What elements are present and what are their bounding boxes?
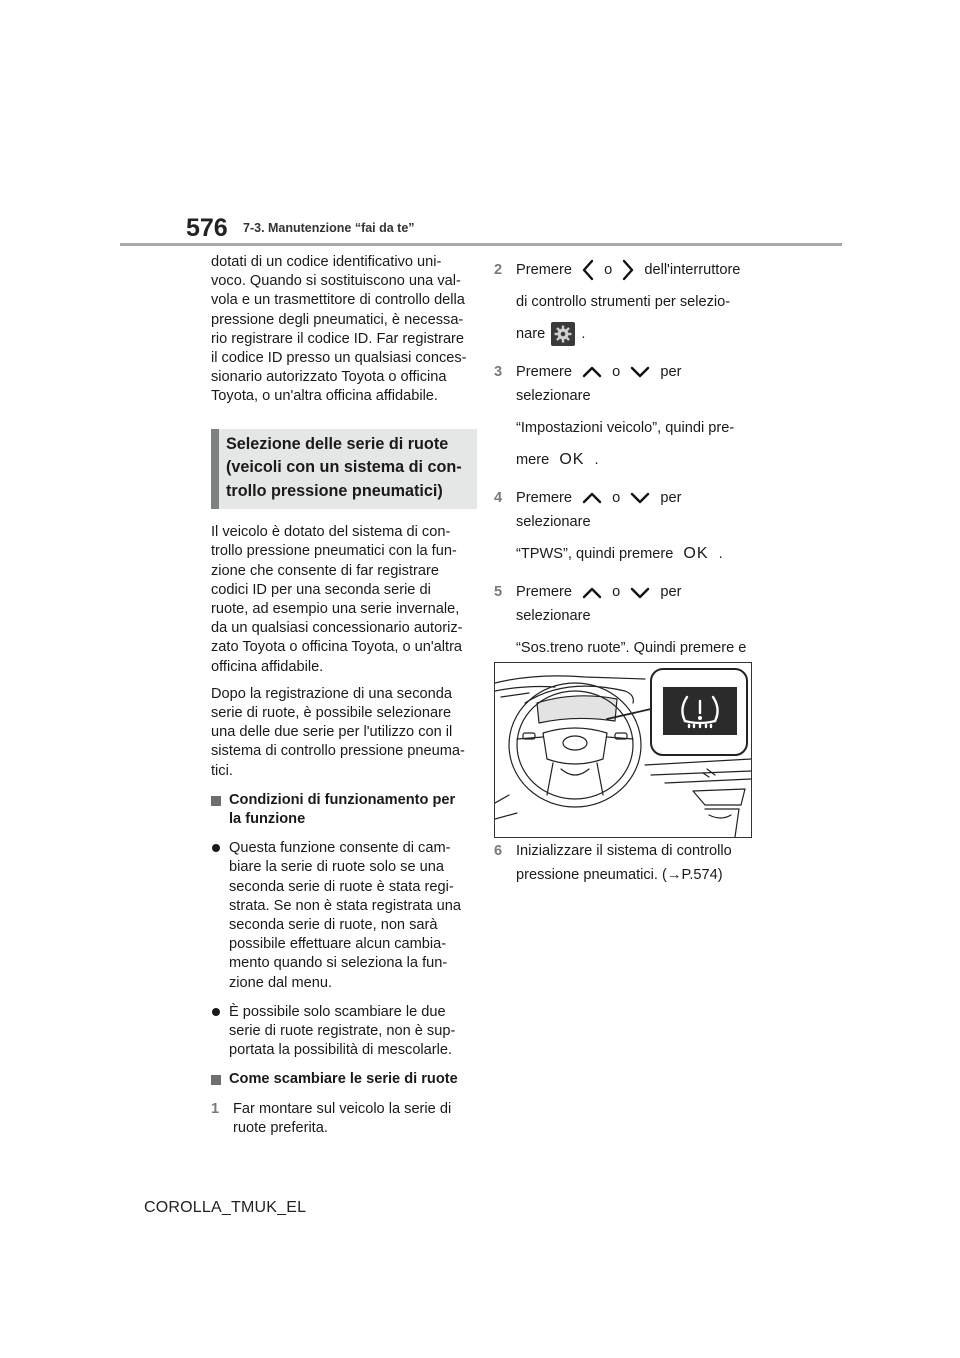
step-text: Far montare sul veicolo la serie di ruote preferita. (233, 1100, 452, 1136)
bullet-item (211, 839, 471, 993)
square-marker-icon (211, 1075, 221, 1085)
chevron-down-icon (630, 366, 650, 378)
step-text: dell'interruttore (644, 262, 741, 278)
paragraph-1: Il veicolo è dotato del sistema di con-trollo pressione pneumatici con la fun-zione che consente di far registrare codici ID per una seconda serie di ruote, ad esempio una serie invernale, da un qualsiasi concessionario autoriz-zato Toyota o officina Toyota, o un'altra officina affidabile. (211, 524, 463, 675)
step-text: per selezionare (516, 584, 682, 625)
step-text: o (604, 262, 613, 278)
arrow-right-icon: → (666, 867, 682, 883)
header-rule (120, 243, 842, 246)
section-heading-box: Selezione delle serie di ruote (veicoli con un sistema di con-trollo pressione pneumatici) (211, 429, 477, 510)
step-text: Premere (516, 364, 572, 381)
intro-paragraph: dotati di un codice identificativo uni-voco. Quando si sostituiscono una val-vola e un trasmettitore di controllo della pressione degli pneumatici, è necessa-rio registrare il codice ID. Far registrare il codice ID presso un qualsiasi conces-sionario autorizzato Toyota o officina Toyota, o un'altra officina affidabile. (211, 254, 467, 405)
step-text: nare (516, 326, 546, 342)
subheading-text: Condizioni di funzionamento per la funzione (229, 791, 456, 827)
step-6 (494, 840, 752, 902)
step-number: 5 (494, 584, 503, 601)
step-text: mere (516, 452, 550, 469)
step-text: Premere (516, 584, 572, 601)
step-text: . (594, 452, 599, 469)
step-text: o (612, 584, 621, 601)
left-column (211, 253, 471, 1138)
gear-icon (551, 322, 575, 346)
subheading-text: Come scambiare le serie di ruote (229, 1071, 458, 1088)
chevron-up-icon (582, 587, 602, 599)
chevron-right-icon (622, 259, 634, 281)
subheading-conditions (211, 791, 471, 829)
step-text: “Impostazioni veicolo”, quindi pre- (516, 420, 735, 437)
footer-code: COROLLA_TMUK_EL (144, 1199, 307, 1216)
bullet-dot-icon (212, 1008, 220, 1016)
ok-icon: OK (683, 545, 709, 563)
bullet-text: È possibile solo scambiare le due serie di ruote registrate, non è sup-portata la possibilità di mescolarle. (229, 1003, 456, 1059)
step-number: 6 (494, 843, 503, 859)
step-number: 3 (494, 364, 503, 381)
step-text: “Sos.treno ruote”. Quindi premere e (516, 640, 747, 657)
square-marker-icon (211, 796, 221, 806)
dashboard-illustration (494, 662, 752, 838)
step-number: 2 (494, 262, 503, 278)
step-text: Premere (516, 262, 572, 278)
subheading-swap (211, 1070, 471, 1089)
page-reference-link[interactable]: P.574) (681, 867, 723, 883)
bullet-item (211, 1003, 471, 1061)
step-text: Premere (516, 490, 572, 507)
step-text: per selezionare (516, 490, 682, 531)
step-text: per selezionare (516, 364, 682, 405)
step-text: o (612, 364, 621, 381)
step-text: . (718, 546, 723, 563)
step-3 (494, 360, 752, 472)
step-text: Inizializzare il sistema di controllo (516, 843, 732, 859)
chevron-left-icon (582, 259, 594, 281)
step-text: “TPWS”, quindi premere (516, 546, 674, 563)
step-text: . (581, 326, 586, 342)
step-text: pressione pneumatici. ( (516, 867, 667, 883)
step-2 (494, 258, 752, 346)
bullet-text: Questa funzione consente di cam-biare la serie di ruote solo se una seconda serie di ruote è stata regi-strata. Se non è stata registrata una seconda serie di ruote, non sarà possibile effettuare alcun cambia-mento quando si seleziona la fun-zione dal menu. (229, 840, 462, 991)
step-number: 4 (494, 490, 503, 507)
section-title: 7-3. Manutenzione “fai da te” (243, 221, 415, 235)
step-text: o (612, 490, 621, 507)
chevron-down-icon (630, 492, 650, 504)
chevron-up-icon (582, 492, 602, 504)
page-number: 576 (186, 214, 228, 242)
paragraph-2: Dopo la registrazione di una seconda serie di ruote, è possibile selezionare una delle due serie per l'utilizzo con il sistema di controllo pressione pneuma-tici. (211, 685, 465, 779)
step-1 (211, 1100, 471, 1138)
step-4 (494, 486, 752, 566)
chevron-up-icon (582, 366, 602, 378)
step-text: di controllo strumenti per selezio- (516, 294, 731, 310)
chevron-down-icon (630, 587, 650, 599)
step-number: 1 (211, 1100, 220, 1117)
bullet-dot-icon (212, 844, 220, 852)
ok-icon: OK (559, 451, 585, 469)
